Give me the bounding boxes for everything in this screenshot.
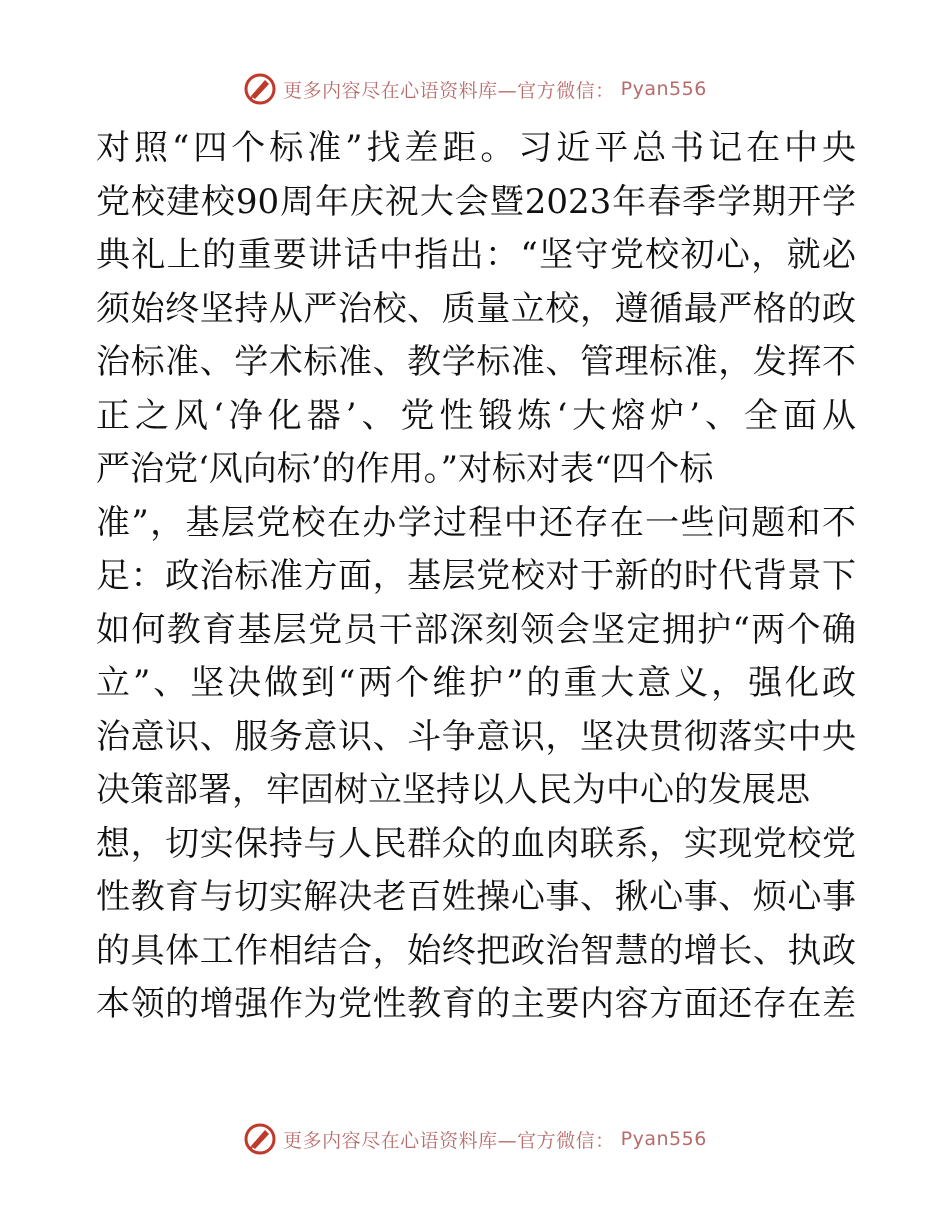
body-line: 决策部署，牢固树立坚持以人民为中心的发展思 [96,770,810,810]
body-line: 足：政治标准方面，基层党校对于新的时代背景下 [96,556,856,596]
body-line: 想，切实保持与人民群众的血肉联系，实现党校党 [96,823,856,864]
header-banner-text: 更多内容尽在心语资料库—官方微信： [283,79,615,102]
body-line: 党校建校90周年庆祝大会暨2023年春季学期开学 [96,181,856,222]
document-body [96,122,856,1032]
body-line: 治意识、服务意识、斗争意识，坚决贯彻落实中央 [96,716,856,757]
body-line: 典礼上的重要讲话中指出：“坚守党校初心，就必 [96,235,856,275]
footer-banner [0,1122,950,1156]
body-line: 对照“四个标准”找差距。习近平总书记在中央 [96,128,856,168]
body-line: 准”，基层党校在办学过程中还存在一些问题和不 [96,502,856,543]
body-line: 如何教育基层党员干部深刻领会坚定拥护“两个确 [96,609,856,650]
brand-logo-icon [243,1122,277,1156]
header-wechat-id: Pyan556 [620,78,707,100]
footer-banner-text: 更多内容尽在心语资料库—官方微信： [283,1129,615,1152]
footer-wechat-id: Pyan556 [620,1128,707,1150]
body-line: 严治党‘风向标’的作用。”对标对表“四个标 [96,449,714,489]
body-line: 性教育与切实解决老百姓操心事、揪心事、烦心事 [96,877,856,917]
body-line: 本领的增强作为党性教育的主要内容方面还存在差 [96,984,856,1024]
body-line: 的具体工作相结合，始终把政治智慧的增长、执政 [96,930,856,971]
body-line: 须始终坚持从严治校、质量立校，遵循最严格的政 [96,288,856,329]
body-line: 立”、坚决做到“两个维护”的重大意义，强化政 [96,663,856,703]
body-line: 正之风‘净化器’、党性锻炼‘大熔炉’、全面从 [96,395,856,436]
brand-logo-icon [243,72,277,106]
body-line: 治标准、学术标准、教学标准、管理标准，发挥不 [96,342,856,382]
header-banner [0,72,950,106]
